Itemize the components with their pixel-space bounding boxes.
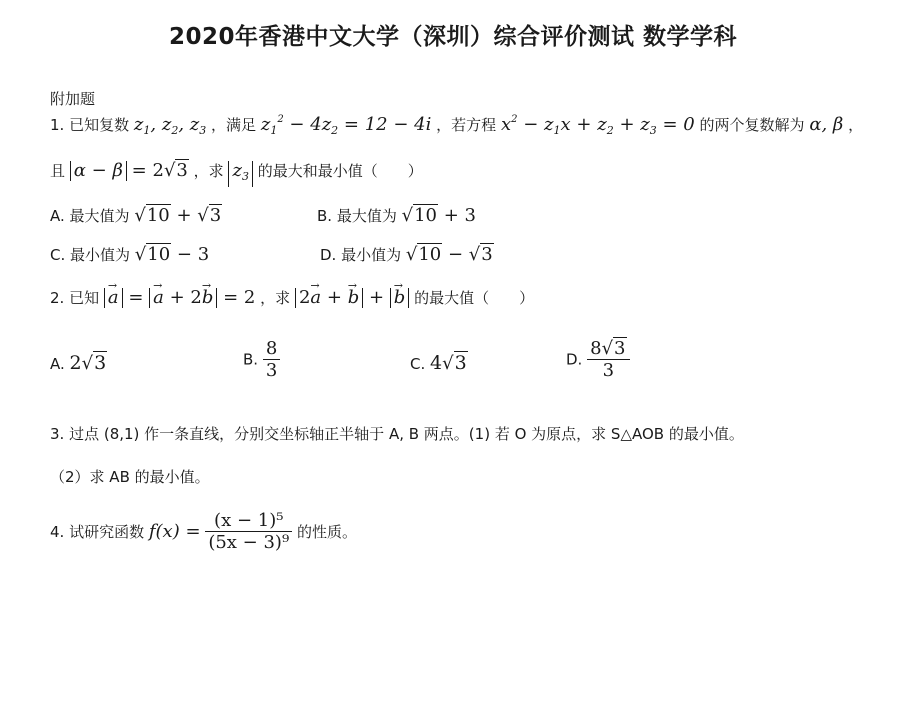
question-1-line-1 [50, 114, 863, 137]
section-heading: 附加题 [50, 90, 96, 108]
q1-z3: $z_3$ [228, 161, 252, 187]
q2-text-c: 的最大值（ ） [414, 289, 535, 307]
q1-option-a [50, 205, 222, 226]
q4-num: (x − 1)⁵ [205, 510, 292, 532]
q2-option-d-den: 3 [602, 360, 615, 381]
q2-text-a: 已知 [69, 289, 100, 307]
q2-option-d-frac [587, 338, 629, 381]
q2-option-a [50, 352, 107, 374]
q1-line2-c: 的最大和最小值（ ） [257, 162, 423, 180]
q1-line2-b: ，求 [193, 162, 224, 180]
q2-option-d-label: D. [566, 350, 583, 369]
q1-cond: α − β [70, 161, 127, 181]
question-3-line-2: （2）求 AB 的最小值。 [50, 468, 210, 486]
q1-eq2: $x^2 - z_1x + z_2 + z_3 = 0$ [500, 114, 695, 137]
q2-expr: → a = → a + 2→ b = 2 [104, 287, 256, 308]
q2-option-a-label: A. [50, 355, 65, 373]
q1-text-b: ，满足 [211, 116, 257, 134]
q1-option-d-expr: √10 − √3 [405, 244, 493, 265]
q1-option-a-expr: √10 + √3 [134, 205, 222, 226]
q1-roots: α, β [809, 114, 844, 135]
page-title: 2020年香港中文大学（深圳）综合评价测试 数学学科 [168, 24, 738, 50]
q1-option-d [320, 244, 494, 265]
q2-option-b-den: 3 [265, 360, 278, 381]
q1-option-b-expr: √10 + 3 [401, 205, 476, 226]
q2-option-c [410, 352, 468, 374]
q2-option-d-num: 8√3 [587, 338, 629, 360]
q1-line2-a: 且 [50, 162, 66, 180]
q1-option-d-label: D. 最小值为 [320, 246, 402, 264]
q1-text-d: 的两个复数解为 [699, 116, 805, 134]
q2-option-b-num: 8 [263, 338, 280, 360]
q1-text-c: ，若方程 [436, 116, 497, 134]
q2-option-c-expr: 4√3 [430, 352, 467, 374]
q1-option-b [317, 205, 476, 226]
q1-option-b-label: B. 最大值为 [317, 207, 397, 225]
q1-vars: $z_1$, $z_2$, $z_3$ [133, 114, 207, 137]
q2-option-d [566, 338, 630, 381]
q4-frac [205, 510, 292, 553]
q1-option-c-expr: √10 − 3 [134, 244, 210, 265]
q2-expr2: 2→ a + → b + → b [295, 287, 409, 308]
q2-option-b-frac [263, 338, 280, 381]
q4-fx: f(x) = [148, 521, 201, 542]
q1-text-e: ， [848, 116, 864, 134]
q4-den: (5x − 3)⁹ [208, 532, 290, 553]
q2-number: 2. [50, 289, 65, 307]
q1-number: 1. [50, 116, 65, 134]
question-4-line [50, 510, 357, 553]
q2-option-c-label: C. [410, 355, 426, 373]
q2-option-a-expr: 2√3 [69, 352, 107, 374]
question-3-line-1: 3. 过点 (8,1) 作一条直线，分别交坐标轴正半轴于 A, B 两点。(1) 若 O 为原点，求 S△AOB 的最小值。 [50, 425, 744, 443]
q1-eq1: $z_1^2 - 4z_2 = 12 - 4i$ [260, 114, 432, 137]
q4-text-a: 4. 试研究函数 [50, 523, 145, 541]
q1-cond-val: = 2√3 [131, 160, 188, 181]
question-1-line-2 [50, 160, 423, 187]
q4-text-b: 的性质。 [296, 523, 357, 541]
q1-option-c [50, 244, 209, 265]
q2-option-b-label: B. [243, 350, 259, 369]
q1-text-a: 已知复数 [69, 116, 130, 134]
q2-text-b: ，求 [260, 289, 291, 307]
q2-option-b [243, 338, 280, 381]
q1-option-a-label: A. 最大值为 [50, 207, 130, 225]
question-2-line [50, 287, 534, 308]
q1-option-c-label: C. 最小值为 [50, 246, 131, 264]
